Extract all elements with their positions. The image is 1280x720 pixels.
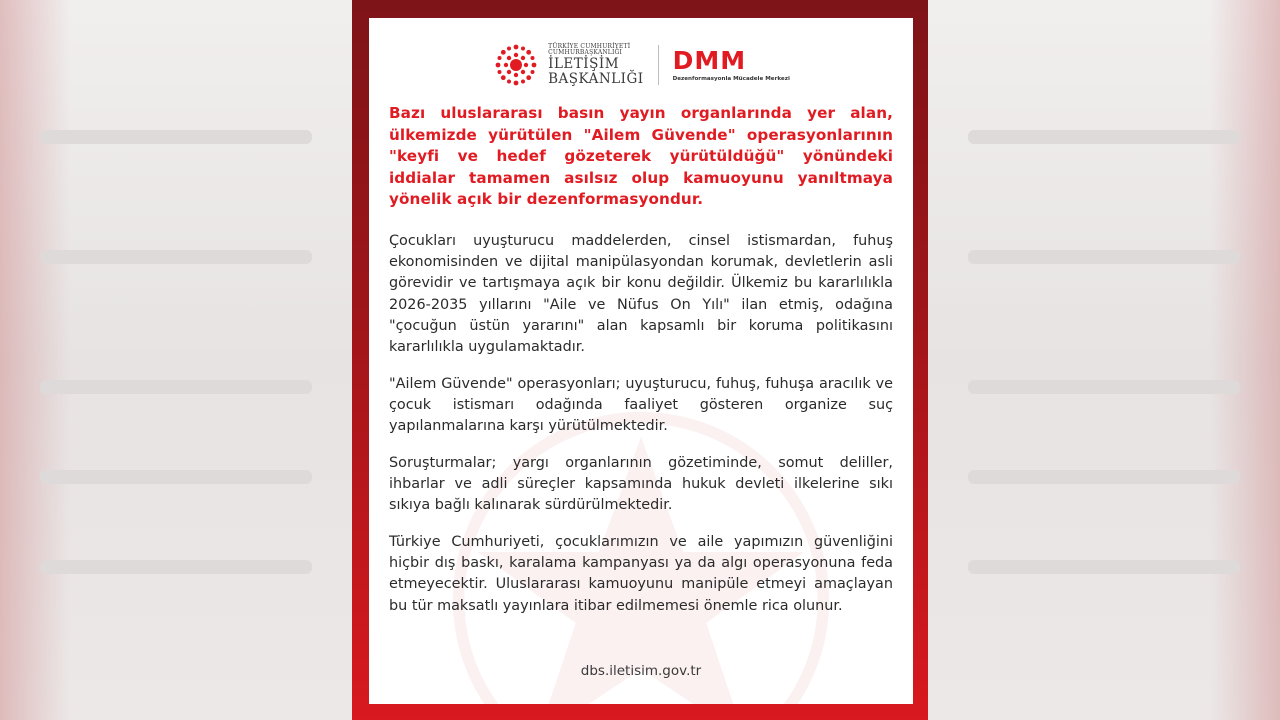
- body-paragraph-1: Çocukları uyuşturucu maddelerden, cinsel istismardan, fuhuş ekonomisinden ve dijital manipülasyondan korumak, devletlerin asli görevidir ve tartışmaya açık bir konu değildir. Ülkemiz bu kararlılıkla 2026-2035 yıllarını "Aile ve Nüfus On Yılı" ilan etmiş, odağına "çocuğun üstün yararını" alan kapsamlı bir koruma politikasını kararlılıkla uygulamaktadır.: [389, 233, 893, 356]
- dmm-logo: [673, 48, 790, 82]
- ghost-line: [40, 380, 312, 394]
- ib-big-line1: İLETİŞİM: [548, 55, 620, 72]
- ghost-line: [40, 470, 312, 484]
- red-tint-right: [1210, 0, 1280, 720]
- ghost-line: [968, 380, 1240, 394]
- ghost-line: [40, 560, 312, 574]
- logo-divider: [658, 45, 659, 85]
- footer-url: dbs.iletisim.gov.tr: [580, 663, 702, 679]
- ghost-line: [40, 130, 312, 144]
- sun-emblem-icon: [492, 41, 540, 89]
- announcement-poster: [352, 0, 928, 720]
- announcement-card: [369, 18, 913, 704]
- body-paragraph-4: Türkiye Cumhuriyeti, çocuklarımızın ve aile yapımızın güvenliğini hiçbir dış baskı, karalama kampanyası ya da algı operasyonuna feda etmeyecektir. Uluslararası kamuoyunu manipüle etmeyi amaçlayan bu tür maksatlı yayınlara itibar edilmemesi önemle rica olunur.: [389, 534, 893, 614]
- red-tint-left: [0, 0, 70, 720]
- ib-small-line1: TÜRKİYE CUMHURİYETİ: [548, 42, 631, 50]
- ghost-line: [968, 250, 1240, 264]
- iletisim-logo: [492, 41, 643, 89]
- dmm-subtitle: Dezenformasyonla Mücadele Merkezi: [672, 76, 790, 82]
- blurred-background-right: [928, 0, 1280, 720]
- logo-header: [369, 40, 913, 90]
- ghost-line: [40, 250, 312, 264]
- body-paragraph-3: Soruşturmalar; yargı organlarının gözetiminde, somut deliller, ihbarlar ve adli süreçler kapsamında hukuk devleti ilkelerine sıkı sıkıya bağlı kalınarak sürdürülmektedir.: [389, 455, 893, 514]
- ghost-line: [968, 470, 1240, 484]
- body-paragraph-2: "Ailem Güvende" operasyonları; uyuşturucu, fuhuş, fuhuşa aracılık ve çocuk istismarı odağında faaliyet gösteren organize suç yapılanmalarına karşı yürütülmektedir.: [389, 376, 893, 435]
- blurred-background-left: [0, 0, 352, 720]
- dmm-title: DMM: [672, 46, 747, 75]
- ib-big-line2: BAŞKANLIĞI: [548, 71, 644, 87]
- ghost-line: [968, 130, 1240, 144]
- lead-statement: Bazı uluslararası basın yayın organlarında yer alan, ülkemizde yürütülen "Ailem Güvende" operasyonlarının "keyfi ve hedef gözeterek yürütüldüğü" yönündeki iddialar tamamen asılsız olup kamuoyunu yanıltmaya yönelik açık bir dezenformasyondur.: [389, 104, 893, 208]
- ib-small-line2: CUMHURBAŞKANLIĞI: [548, 48, 623, 56]
- ghost-line: [968, 560, 1240, 574]
